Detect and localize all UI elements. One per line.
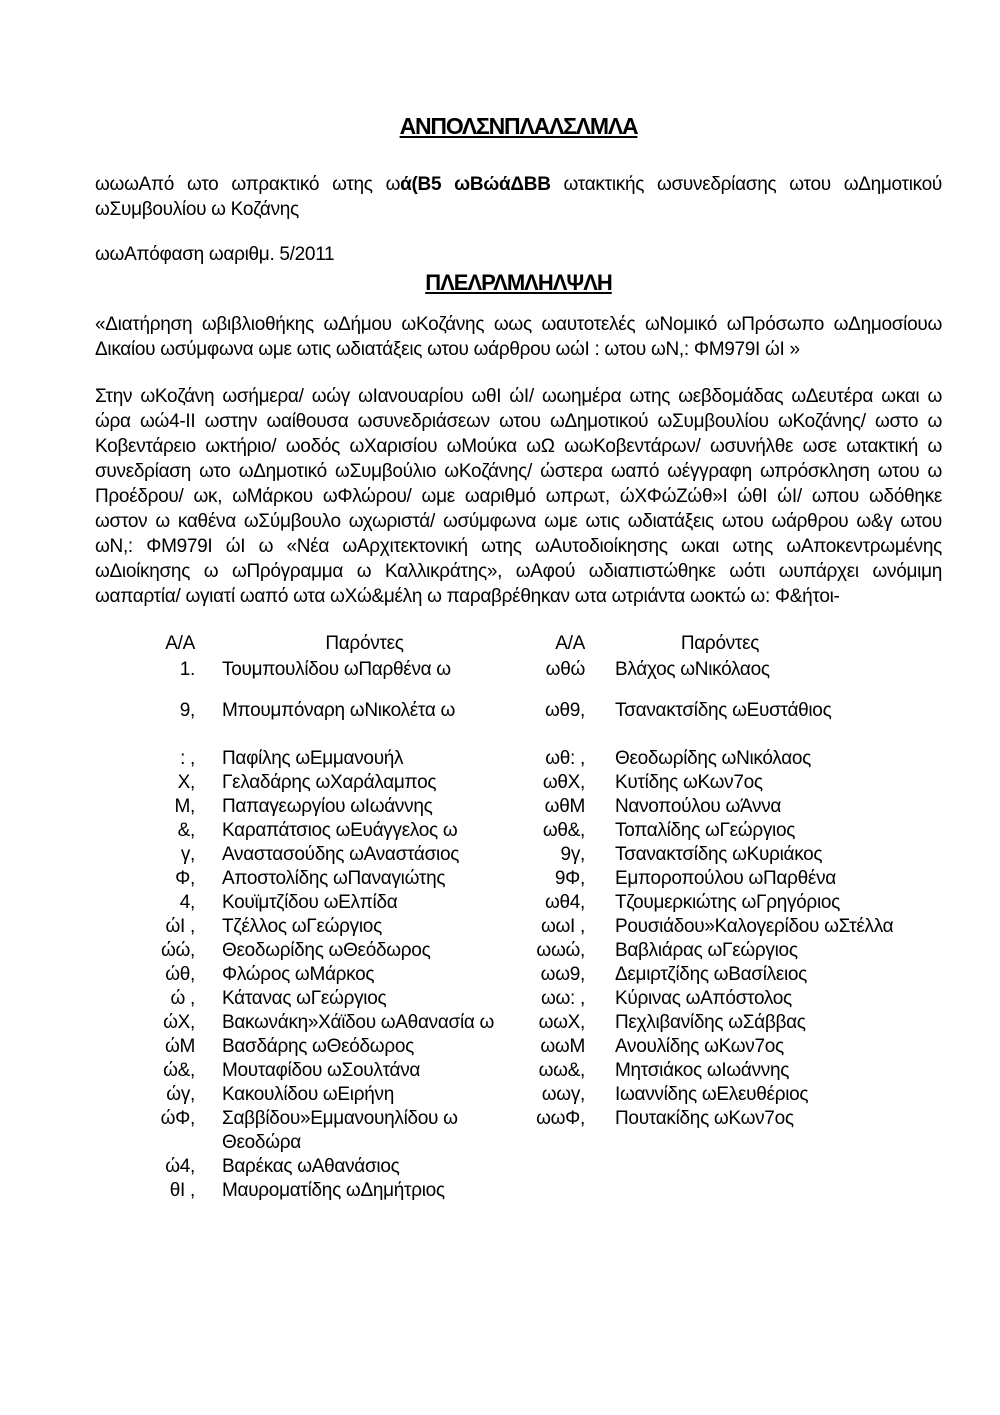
row-number-right: ωθ9, bbox=[544, 700, 585, 721]
row-number-left: ώ4, bbox=[165, 1156, 195, 1177]
row-name-left-text: Μαυροματίδης ωΔημήτριος bbox=[222, 1180, 445, 1201]
row-name-left-text: Τουμπουλίδου ωΠαρθένα ω bbox=[222, 659, 451, 680]
header-present-left: Παρόντες bbox=[325, 633, 404, 654]
row-name-left bbox=[222, 1179, 507, 1203]
row-name-left-text: Παφίλης ωΕμμανουήλ bbox=[222, 748, 404, 769]
table-row bbox=[95, 843, 942, 867]
row-name-left-text: Καραπάτσιος ωΕυάγγελος ω bbox=[222, 820, 458, 841]
attendance-table-header bbox=[95, 631, 942, 656]
decision-number-line: ωωΑπόφαση ωαριθμ. 5/2011 bbox=[95, 244, 335, 265]
table-row bbox=[95, 867, 942, 891]
row-name-right: Τσανακτσίδης ωΕυστάθιος bbox=[615, 700, 832, 721]
row-number-left: ώΜ bbox=[164, 1036, 195, 1057]
body-paragraph: Στην ωΚοζάνη ωσήμερα/ ωώγ ωΙανουαρίου ωθΙ ώΙ/ ωωημέρα ωτης ωεβδομάδας ωΔευτέρα ωκαι ω ώρα ωώ4-ΙΙ ωστην ωαίθουσα ωσυνεδριάσεων ωτου ωΔημοτικού ωΣυμβουλίου ωΚοζάνης/ ωστο ω Κοβεντάρειο ωκτήριο/ ωοδός ωΧαρισίου ωΜούκα ωΩ ωωΚοβεντάρων/ ωσυνήλθε ωσε ωτακτική ω συνεδρίαση ωτο ωΔημοτικό ωΣυμβούλιο ωΚοζάνης/ ώστερα ωαπό ωέγγραφη ωπρόσκληση ωτου ω Προέδρου/ ωκ, ωΜάρκου ωΦλώρου/ ωμε ωαριθμό ωπρωτ, ώΧΦώΖώθ»Ι ώθΙ ώΙ/ ωπου ωδόθηκε ωστον ω καθένα ωΣύμβουλο ωχωριστά/ ωσύμφωνα ωμε ωτις ωδιατάξεις ωτου ωάρθρου ω&γ ωτου ωΝ,: ΦΜ979Ι ώΙ ω «Νέα ωΑρχιτεκτονική ωτης ωΑυτοδιοίκησης ωκαι ωτης ωΑποκεντρωμένης ωΔιοίκησης ω ωΠρόγραμμα ω Καλλικράτης», ωΑφού ωδιαπιστώθηκε ωότι ωυπάρχει ωνόμιμη ωαπαρτία/ ωγιατί ωαπό ωτα ωΧώ&μέλη ω παραβρέθηκαν ωτα ωτριάντα ωοκτώ ω: Φ&ήτοι- bbox=[95, 386, 942, 607]
row-name-right: Κυτίδης ωΚων7ος bbox=[615, 772, 763, 793]
row-number-left: Φ, bbox=[175, 868, 195, 889]
row-name-right: Μητσιάκος ωΙωάννης bbox=[615, 1060, 790, 1081]
row-number-left: γ, bbox=[180, 844, 195, 865]
row-number-left: ώθ, bbox=[165, 964, 195, 985]
row-name-left-text: Μουταφίδου ωΣουλτάνα bbox=[222, 1060, 421, 1081]
table-row bbox=[95, 699, 942, 723]
table-row bbox=[95, 939, 942, 963]
attendance-table bbox=[95, 631, 942, 1203]
row-number-left: 4, bbox=[179, 892, 195, 913]
row-name-left-text: Φλώρος ωΜάρκος bbox=[222, 964, 375, 985]
row-number-right: ωωΧ, bbox=[538, 1012, 585, 1033]
row-number-left: ώΦ, bbox=[160, 1108, 195, 1129]
row-name-right: Εμποροπούλου ωΠαρθένα bbox=[615, 868, 836, 889]
row-number-right: ωωγ, bbox=[541, 1084, 585, 1105]
table-row bbox=[95, 963, 942, 987]
row-number-right: 9Φ, bbox=[554, 868, 585, 889]
row-number-right: ωωώ, bbox=[536, 940, 585, 961]
row-name-left-text: Τζέλλος ωΓεώργιος bbox=[222, 916, 382, 937]
row-number-left: ώγ, bbox=[166, 1084, 195, 1105]
table-row bbox=[95, 891, 942, 915]
row-name-left bbox=[222, 1107, 507, 1155]
row-name-left bbox=[222, 915, 507, 939]
row-name-right: Τοπαλίδης ωΓεώργιος bbox=[615, 820, 796, 841]
row-name-left bbox=[222, 1155, 507, 1179]
row-name-right bbox=[615, 1179, 942, 1203]
row-name-left bbox=[222, 939, 507, 963]
row-name-right: Ανουλίδης ωΚων7ος bbox=[615, 1036, 784, 1057]
table-row bbox=[95, 987, 942, 1011]
table-row bbox=[95, 747, 942, 771]
row-name-left-text: Σαββίδου»Εμμανουηλίδου ω bbox=[222, 1108, 458, 1129]
row-number-left: &, bbox=[177, 820, 195, 841]
table-row bbox=[95, 819, 942, 843]
row-number-right bbox=[507, 1179, 585, 1203]
header-aa-left: Α/Α bbox=[165, 633, 195, 654]
row-name-right: Πεχλιβανίδης ωΣάββας bbox=[615, 1012, 806, 1033]
table-row bbox=[95, 1059, 942, 1083]
document-title: ΑΝΠΟΛΣΝΠΛΑΛΣΛΜΛΑ bbox=[399, 113, 638, 139]
row-name-left-text: Βακωνάκη»Χάϊδου ωΑθανασία ω bbox=[222, 1012, 495, 1033]
table-row bbox=[95, 1035, 942, 1059]
row-name-left bbox=[222, 771, 507, 795]
row-number-right bbox=[507, 1155, 585, 1179]
row-name-left bbox=[222, 987, 507, 1011]
row-number-right: 9γ, bbox=[560, 844, 585, 865]
row-name-left bbox=[222, 658, 507, 682]
row-number-right: ωθΜ bbox=[544, 796, 585, 817]
summary-heading: ΠΛΕΛΡΛΜΛΗΛΨΛΗ bbox=[425, 270, 612, 295]
row-name-left-second-line: Θεοδώρα bbox=[222, 1132, 301, 1153]
row-name-left bbox=[222, 1011, 507, 1035]
intro-paragraph bbox=[95, 172, 942, 222]
table-row bbox=[95, 1107, 942, 1155]
row-name-left bbox=[222, 963, 507, 987]
row-number-left: ώ , bbox=[170, 988, 195, 1009]
row-number-right: ωωΜ bbox=[540, 1036, 585, 1057]
row-number-left: ώΙ , bbox=[165, 916, 195, 937]
row-name-left bbox=[222, 1059, 507, 1083]
row-name-left-text: Βασδάρης ωΘεόδωρος bbox=[222, 1036, 414, 1057]
row-name-left bbox=[222, 891, 507, 915]
row-number-right: ωω&, bbox=[538, 1060, 585, 1081]
row-name-left-text: Μπουμπόναρη ωΝικολέτα ω bbox=[222, 700, 456, 721]
row-number-right: ωω: , bbox=[540, 988, 585, 1009]
table-row bbox=[95, 1179, 942, 1203]
row-name-right: Βαβλιάρας ωΓεώργιος bbox=[615, 940, 798, 961]
subject-paragraph: «Διατήρηση ωβιβλιοθήκης ωΔήμου ωΚοζάνης ωως ωαυτοτελές ωΝομικό ωΠρόσωπο ωΔημοσίουω Δικαίου ωσύμφωνα ωμε ωτις ωδιατάξεις ωτου ωάρθρου ωώΙ : ωτου ωΝ,: ΦΜ979Ι ώΙ » bbox=[95, 314, 942, 360]
attendance-rows bbox=[95, 658, 942, 1203]
header-aa-right: Α/Α bbox=[555, 633, 585, 654]
table-row bbox=[95, 915, 942, 939]
intro-text-post: ωτακτικής ωσυνεδρίασης ωτου ωΔημοτικού ωΣυμβουλίου ω Κοζάνης bbox=[95, 174, 942, 220]
row-number-right: ωθ&, bbox=[542, 820, 585, 841]
row-name-left-text: Αποστολίδης ωΠαναγιώτης bbox=[222, 868, 446, 889]
row-number-left: ώ&, bbox=[163, 1060, 195, 1081]
row-name-left bbox=[222, 819, 507, 843]
row-name-left bbox=[222, 1035, 507, 1059]
row-name-left-text: Γελαδάρης ωΧαράλαμπος bbox=[222, 772, 437, 793]
row-number-right: ωωΙ , bbox=[540, 916, 585, 937]
row-name-right: Πουτακίδης ωΚων7ος bbox=[615, 1108, 794, 1129]
row-number-left: ώΧ, bbox=[163, 1012, 195, 1033]
row-name-left bbox=[222, 843, 507, 867]
header-present-right: Παρόντες bbox=[680, 633, 760, 654]
row-name-left bbox=[222, 747, 507, 771]
row-number-left: ώώ, bbox=[160, 940, 195, 961]
row-name-left-text: Βαρέκας ωΑθανάσιος bbox=[222, 1156, 400, 1177]
row-number-left: 1. bbox=[179, 659, 195, 680]
intro-text-pre: ωωωΑπό ωτο ωπρακτικό ωτης ω bbox=[95, 174, 401, 195]
row-name-right bbox=[615, 1155, 942, 1179]
row-number-right: ωθΧ, bbox=[542, 772, 585, 793]
table-row bbox=[95, 1083, 942, 1107]
table-row bbox=[95, 1155, 942, 1179]
row-name-left-text: Κουϊμτζίδου ωΕλπίδα bbox=[222, 892, 398, 913]
row-name-left bbox=[222, 795, 507, 819]
row-number-right: ωθ4, bbox=[544, 892, 585, 913]
table-row bbox=[95, 658, 942, 682]
row-number-left: 9, bbox=[179, 700, 195, 721]
row-name-right: Ιωαννίδης ωΕλευθέριος bbox=[615, 1084, 809, 1105]
row-name-right: Βλάχος ωΝικόλαος bbox=[615, 659, 770, 680]
row-name-left-text: Παπαγεωργίου ωΙωάννης bbox=[222, 796, 433, 817]
row-name-left-text: Κάτανας ωΓεώργιος bbox=[222, 988, 387, 1009]
row-number-right: ωθ: , bbox=[545, 748, 585, 769]
row-number-right: ωω9, bbox=[540, 964, 585, 985]
table-row bbox=[95, 771, 942, 795]
row-name-right: Θεοδωρίδης ωΝικόλαος bbox=[615, 748, 812, 769]
row-name-left-text: Αναστασούδης ωΑναστάσιος bbox=[222, 844, 460, 865]
row-name-left-text: Θεοδωρίδης ωΘεόδωρος bbox=[222, 940, 431, 961]
table-row bbox=[95, 795, 942, 819]
row-name-left bbox=[222, 699, 507, 723]
row-name-right: Ρουσιάδου»Καλογερίδου ωΣτέλλα bbox=[615, 916, 894, 937]
row-name-left bbox=[222, 867, 507, 891]
row-name-left bbox=[222, 1083, 507, 1107]
row-number-left: Μ, bbox=[174, 796, 195, 817]
row-number-right: ωωΦ, bbox=[536, 1108, 585, 1129]
row-number-left: : , bbox=[180, 748, 195, 769]
row-name-right: Τσανακτσίδης ωΚυριάκος bbox=[615, 844, 823, 865]
row-name-right: Δεμιρτζίδης ωΒασίλειος bbox=[615, 964, 808, 985]
table-row bbox=[95, 1011, 942, 1035]
row-name-right: Τζουμερκιώτης ωΓρηγόριος bbox=[615, 892, 840, 913]
row-number-right: ωθώ bbox=[545, 659, 585, 680]
intro-session-number: ά(Β5 ωΒώάΔΒΒ bbox=[400, 174, 564, 195]
row-number-left: θΙ , bbox=[169, 1180, 195, 1201]
row-name-left-text: Κακουλίδου ωΕιρήνη bbox=[222, 1084, 394, 1105]
row-name-right: Κύρινας ωΑπόστολος bbox=[615, 988, 792, 1009]
row-name-right: Νανοπούλου ωΆννα bbox=[615, 796, 782, 817]
row-number-left: Χ, bbox=[177, 772, 195, 793]
